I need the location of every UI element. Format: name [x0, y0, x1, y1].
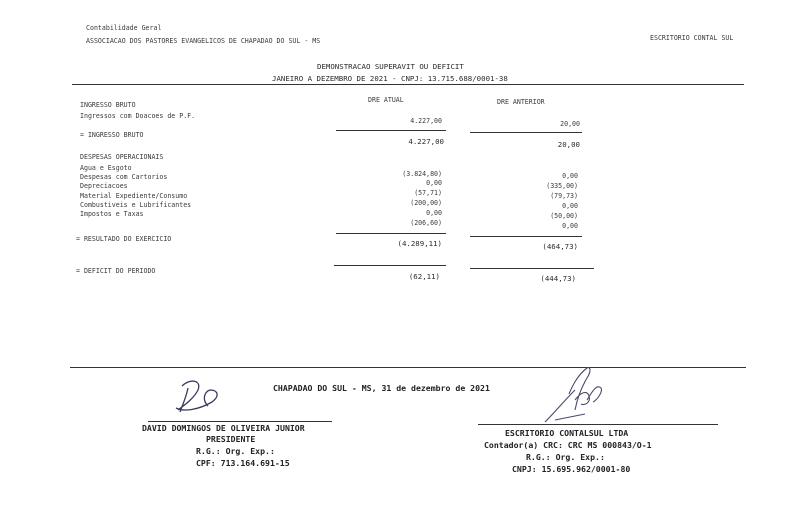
expense-label: Despesas com Cartorios	[80, 173, 168, 181]
place-date: CHAPADAO DO SUL - MS, 31 de dezembro de 2021	[273, 383, 490, 393]
expense-current: (206,60)	[410, 219, 442, 227]
right-signatory-doc: CNPJ: 15.695.962/0001-80	[512, 464, 631, 474]
section-heading-ingresso: INGRESSO BRUTO	[80, 101, 136, 109]
expense-current: (200,00)	[410, 199, 442, 207]
result-rule-previous	[470, 236, 582, 237]
total-current-ingresso: 4.227,00	[408, 137, 444, 146]
expense-previous: 0,00	[562, 172, 578, 180]
entity-name: ASSOCIACAO DOS PASTORES EVANGELICOS DE CHAPADAO DO SUL - MS	[86, 37, 321, 45]
expense-current: 0,00	[426, 209, 442, 217]
result-current: (4.289,11)	[397, 239, 442, 248]
deficit-current: (62,11)	[408, 272, 440, 281]
company-system-label: Contabilidade Geral	[86, 24, 162, 32]
deficit-label: = DEFICIT DO PERIODO	[76, 267, 156, 275]
result-previous: (464,73)	[542, 242, 578, 251]
expense-previous: 0,00	[562, 222, 578, 230]
left-signatory-doc: CPF: 713.164.691-15	[196, 458, 290, 468]
result-label: = RESULTADO DO EXERCICIO	[76, 235, 172, 243]
signature-left-icon	[168, 376, 228, 418]
expense-current: 0,00	[426, 179, 442, 187]
line-item-current: 4.227,00	[410, 117, 442, 125]
column-previous-header: DRE ANTERIOR	[497, 98, 545, 106]
header-rule	[72, 84, 744, 85]
right-signatory-name: ESCRITORIO CONTALSUL LTDA	[505, 428, 629, 438]
total-previous-ingresso: 20,00	[557, 140, 580, 149]
expense-current: (57,71)	[414, 189, 442, 197]
deficit-previous: (444,73)	[540, 274, 576, 283]
expense-previous: (50,00)	[550, 212, 578, 220]
office-name: ESCRITORIO CONTAL SUL	[650, 34, 734, 42]
total-rule-current	[336, 130, 446, 131]
report-period: JANEIRO A DEZEMBRO DE 2021 - CNPJ: 13.715.688/0001-38	[272, 74, 508, 83]
expense-label: Material Expediente/Consumo	[80, 192, 188, 200]
report-title: DEMONSTRACAO SUPERAVIT OU DEFICIT	[317, 62, 464, 71]
left-signatory-rg: R.G.: Org. Exp.:	[196, 446, 275, 456]
expense-label: Agua e Esgoto	[80, 164, 132, 172]
right-signatory-rg: R.G.: Org. Exp.:	[526, 452, 605, 462]
deficit-rule-previous	[470, 268, 594, 269]
signature-line-right	[478, 424, 718, 425]
expense-label: Depreciacoes	[80, 182, 128, 190]
expense-previous: (79,73)	[550, 192, 578, 200]
section-heading-despesas: DESPESAS OPERACIONAIS	[80, 153, 164, 161]
left-signatory-name: DAVID DOMINGOS DE OLIVEIRA JUNIOR	[142, 423, 305, 433]
total-label-ingresso: = INGRESSO BRUTO	[80, 131, 144, 139]
line-item-previous: 20,00	[560, 120, 580, 128]
expense-label: Combustiveis e Lubrificantes	[80, 201, 192, 209]
left-signatory-role: PRESIDENTE	[206, 434, 256, 444]
footer-rule	[70, 367, 746, 368]
expense-current: (3.824,80)	[402, 170, 442, 178]
line-item-label: Ingressos com Doacoes de P.F.	[80, 112, 196, 120]
total-rule-previous	[470, 132, 582, 133]
signature-line-left	[148, 421, 332, 422]
expense-previous: (335,00)	[546, 182, 578, 190]
expense-label: Impostos e Taxas	[80, 210, 144, 218]
right-signatory-role: Contador(a) CRC: CRC MS 000843/O-1	[484, 440, 652, 450]
expense-previous: 0,00	[562, 202, 578, 210]
result-rule-current	[336, 233, 446, 234]
column-current-header: DRE ATUAL	[368, 96, 404, 104]
deficit-rule-current	[334, 265, 446, 266]
